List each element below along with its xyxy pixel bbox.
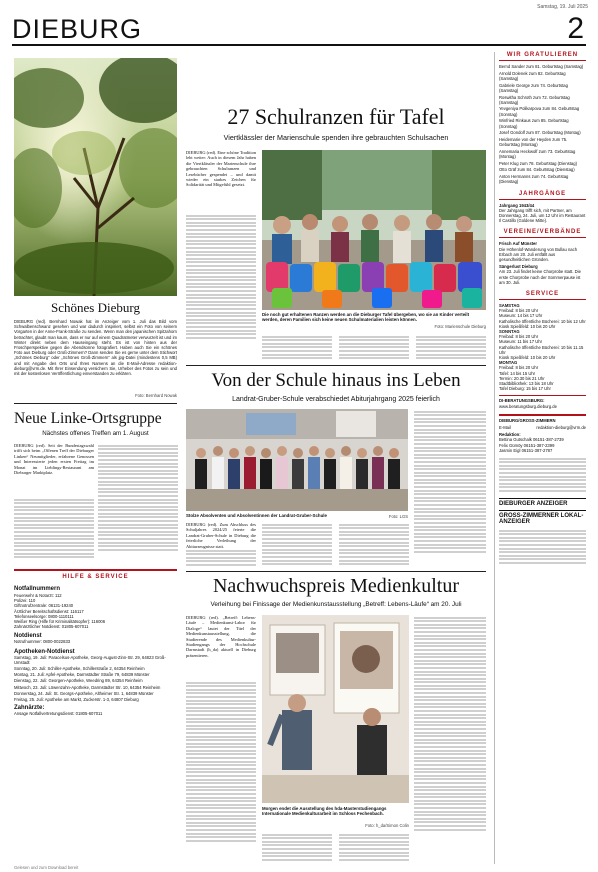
graduates-illustration (186, 409, 408, 511)
apotheken-title: Apotheken-Notdienst (14, 648, 75, 655)
notruf-item: Polizei: 110 (14, 598, 36, 604)
service-item: Kiosk Spießfeld: 10 bis 20 Uhr (499, 355, 556, 361)
impressum-staff (499, 437, 586, 453)
section-title: DIEBURG (12, 14, 143, 44)
birthday-item: Annemaria Heckwolf zum 73. Geburtstag (Montag) (499, 148, 576, 160)
service-item: Freibad: 8 bis 20 Uhr (499, 365, 539, 371)
schulranzen-body-left (186, 213, 256, 353)
footer-note: Gelesen und zum Download bereit (14, 865, 79, 870)
apotheke-item: Montag, 21. Juli: Apfel-Apotheke, Darmstädter Straße 79, 64839 Münster (14, 672, 150, 678)
notruf-list (14, 593, 177, 629)
jahrgaenge-text: Der Jahrgang trifft sich, mit Partner, am Donnerstag, 24. Juli, um 12 Uhr im Restaurant Il Castillo (Goldene Mitte). (499, 207, 586, 224)
schulranzen-subheadline: Viertklässler der Marienschule spenden ihre gebrauchten Schulsachen (223, 133, 449, 142)
gz-details (499, 528, 586, 568)
birthday-item: Bernd Sander zum 81. Geburtstag (Samstag) (499, 64, 584, 69)
impressum-email[interactable]: redaktion-dieburg@vrm.de (536, 425, 586, 431)
birthday-item: Anton Hermanns zum 74. Geburtstag (Dienstag) (499, 174, 569, 185)
schulranzen-body-col3 (339, 334, 409, 362)
impressum-details (499, 456, 586, 496)
jahrgaenge-title: JAHRGÄNGE (499, 191, 586, 200)
birthday-item: Roswitha Schroth zum 72. Geburtstag (Samstag) (499, 94, 570, 105)
zahnarzt-text: Ansage Notfallvertretungsdienst: 01805-607011 (14, 711, 103, 717)
exhibition-photo-credit: Foto: h_da/Simon Colin (365, 823, 409, 828)
service-item: Tafel: 14 bis 15 Uhr (499, 370, 536, 376)
zahnarzt-title: Zahnärzte: (14, 705, 45, 712)
gz-title: GROSS-ZIMMERNER LOKAL-ANZEIGER (499, 510, 586, 525)
apotheke-item: Sonntag, 20. Juli: Schiller-Apotheke, Schillerstraße 2, 64354 Reinheim (14, 666, 145, 672)
schule-body-col4 (414, 409, 486, 568)
schulranzen-lead: DIEBURG (red). Eine schöne Tradition lebt weiter: Auch in diesem Jahr haben die Viertklässler der Marienschule ihre gebrauchten Schulranzen und Lesebücher gespendet – und damit wieder ein starkes Zeichen für Solidarität und Mitgefühl gesetzt. (186, 150, 256, 188)
service-item: Museum: 14 bis 17 Uhr (499, 313, 543, 319)
schulranzen-photo-credit: Foto: Marienschule Dieburg (434, 324, 486, 329)
ortsgruppe-body-text-right (98, 443, 178, 563)
service-item: Kiosk Spießfeld: 10 bis 20 Uhr (499, 323, 556, 329)
service-item: Stadtbibliothek: 13 bis 18 Uhr (499, 381, 554, 387)
vereine-head-1: Frisch Auf Münster (499, 241, 538, 247)
schule-headline: Von der Schule hinaus ins Leben (211, 370, 461, 391)
ortsgruppe-subheadline: Nächstes offenes Treffen am 1. August (42, 430, 149, 437)
vereine-title: VEREINE/VERBÄNDE (499, 229, 586, 238)
service-item: Katholische öffentliche Bücherei: 10 bis 11.15 Uhr (499, 344, 584, 355)
service-item: SONNTAG (499, 329, 520, 335)
anzeiger-title: DIEBURGER ANZEIGER (499, 498, 586, 507)
graduation-photo-caption: Stolze Absolventen und Absolventinnen der Landrat-Gruber-Schule (186, 513, 327, 518)
service-list (499, 308, 586, 391)
service-item: Freibad: 8 bis 20 Uhr (499, 308, 539, 314)
schulranzen-body-col4 (416, 334, 486, 362)
beratung-link[interactable]: www.beratungsburg.dieburg.de (499, 403, 557, 409)
birthday-item: Gabriele George zum 74. Geburtstag (Samstag) (499, 82, 568, 93)
birthday-item: Peter Klug zum 78. Geburtstag (Dienstag) (499, 160, 577, 166)
apotheke-item: Donnerstag, 24. Juli: St. Georgs-Apotheke, Altheimer Str. 1, 64839 Münster (14, 690, 154, 696)
exhibition-illustration (262, 615, 409, 803)
page-number: 2 (567, 12, 584, 45)
schulranzen-photo-caption: Die noch gut erhaltenen Ranzen werden an die Dieburger Tafel übergeben, wo sie an Kinder verteilt werden, deren Familien sich keine neuen Schulmaterialien leisten können. (262, 312, 470, 323)
notruf-item: Zahnärztlicher Notdienst: 01805-607011 (14, 624, 89, 630)
notruf-title: Notfallnummern (14, 586, 61, 592)
divider (186, 571, 486, 572)
notruf-item: Weißer Ring (Hilfe für Kriminalitätsopfer): 116006 (14, 619, 106, 625)
impressum-email-label: E-Mail (499, 425, 511, 431)
schulranzen-body-col2 (262, 334, 332, 362)
right-sidebar (494, 52, 586, 864)
impressum-email-row (499, 425, 586, 430)
medienkultur-body-col2 (262, 832, 332, 863)
birthday-item: Yevgeniya Polikarpova zum 84. Geburtstag (Sonntag) (499, 106, 580, 117)
divider (14, 403, 177, 404)
notruf-item: Giftnotrufzentrale: 06131-19240 (14, 603, 74, 609)
service-item: Freibad: 8 bis 20 Uhr (499, 334, 539, 340)
notdienst-title: Notdienst (14, 633, 42, 640)
staff-item: Jasmin Eigl 06151-387-2787 (499, 447, 553, 453)
help-service-box (14, 569, 177, 863)
notdienst-number: Notrufnummer: 0800-0022833 (14, 639, 71, 645)
apotheke-item: Freitag, 25. Juli: Apotheke am Markt, Zuckerstr. 1-3, 64807 Dieburg (14, 697, 139, 703)
help-service-title: HILFE & SERVICE (62, 574, 129, 580)
masthead (12, 14, 586, 46)
photo-feature-credit: Foto: Bernhard Nowak (135, 393, 177, 398)
medienkultur-body-col1 (186, 680, 256, 863)
service-title: SERVICE (499, 291, 586, 300)
apotheke-item: Dienstag, 22. Juli: Georgen-Apotheke, Weedring 89, 64354 Reinheim (14, 678, 143, 684)
medienkultur-body-col3 (339, 832, 409, 863)
exhibition-photo (262, 615, 409, 803)
schule-body-col3 (339, 522, 409, 568)
maple-tree-illustration (14, 58, 177, 296)
notruf-item: Telefonseelsorge: 0800-1110111 (14, 613, 74, 619)
service-item: MONTAG (499, 360, 518, 366)
birthday-item: Josef Gondolf zum 87. Geburtstag (Montag) (499, 130, 581, 136)
graduation-photo-credit: Foto: LGS (388, 514, 408, 519)
impressum-title: DIEBURG/GROSS-ZIMMERN (499, 414, 586, 423)
birthday-item: Arnold Dolenek zum 82. Geburtstag (Samstag) (499, 70, 566, 81)
ortsgruppe-headline: Neue Linke-Ortsgruppe (14, 410, 162, 427)
impressum-redaktion-label: Redaktion: (499, 432, 521, 438)
jahrgaenge-head: Jahrgang 1943/44 (499, 202, 535, 208)
gratulieren-list (499, 64, 586, 185)
forest-photo (14, 58, 177, 296)
schule-subheadline: Landrat-Gruber-Schule verabschiedet Abiturjahrgang 2025 feierlich (232, 396, 440, 403)
schulranzen-photo (262, 150, 486, 310)
service-day: SAMSTAG (499, 303, 520, 308)
apotheken-list (14, 655, 177, 703)
ortsgruppe-body-text-left (14, 497, 94, 563)
ortsgruppe-lead: DIEBURG (red). Seit der Bundestagswahl trifft sich beim „Offenen Treff der Dieburger Linken“ Neumitglieder, erfahrene Genossen und Interessierte jeden ersten Freitag im Monat im Lieblings-Restaurant am Dieburger Marktplatz. (14, 443, 94, 476)
vereine-text-1: Die Höhenlof-Wanderung von Bullau nach Erbach am 20. Juli entfällt aus gesundheitlichen Gründen. (499, 246, 578, 262)
backpacks-illustration (262, 150, 486, 310)
staff-item: Felix Gümöy 06151-387-2399 (499, 442, 555, 448)
birthday-item: Winfried Rinkaus zum 85. Geburtstag (Sonntag) (499, 118, 569, 129)
exhibition-photo-caption: Morgen endet die Ausstellung des hda-Masterstudiengangs Internationale Medienkulturarbeit im Schloss Fechenbach. (262, 806, 387, 817)
vereine-head-2: Sängerlust Dieburg (499, 264, 538, 270)
apotheke-item: Mittwoch, 23. Juli: Löwenzahn-Apotheke, Darmstädter Str. 10, 64354 Reinheim (14, 684, 161, 690)
medienkultur-headline: Nachwuchspreis Medienkultur (212, 575, 460, 597)
issue-date: Samstag, 19. Juli 2025 (537, 4, 588, 10)
birthday-item: Heidemarie von der Heyden zum 75. Geburtstag (Montag) (499, 136, 568, 148)
medienkultur-body-col4 (414, 615, 486, 863)
photo-feature-title: Schönes Dieburg (51, 300, 140, 315)
notruf-item: Feuerwehr & Notarzt: 112 (14, 593, 62, 598)
staff-item: Bettina Gutschalk 06151-387-2739 (499, 437, 564, 443)
medienkultur-lead: DIEBURG (red). „Betreff: Lebens-Läufe – Medienkunst-Labor für Dialoge“ lautet der Titel der Medienkunstausstellung, die Studierende des Medienkultur-Studiengangs der Hochschule Darmstadt (h_da) aktuell in Dieburg präsentieren. (186, 615, 256, 658)
schule-lead: DIEBURG (red). Zum Abschluss des Schuljahres 2024/25 feierte die Landrat-Gruber-Schule in Dieburg die feierliche Verleihung der Abiturzeugnisse statt. (186, 522, 256, 549)
gratulieren-title: WIR GRATULIEREN (499, 52, 586, 61)
apotheke-item: Samstag, 19. Juli: Paracelsus-Apotheke, Georg-August-Zinn-Str. 29, 64823 Groß-Umstadt (14, 654, 166, 665)
notruf-item: Ärztlicher Bereitschaftsdienst: 116117 (14, 608, 84, 614)
vereine-text-2: Am 23. Juli findet keine Chorprobe statt. Die erste Chorprobe nach der Sommerpause ist am 30. Juli. (499, 269, 581, 285)
divider (186, 365, 486, 366)
medienkultur-subheadline: Verleihung bei Finissage der Medienkunstausstellung „Betreff: Lebens-Läufe“ am 20. Juli (210, 601, 462, 608)
graduation-photo (186, 409, 408, 511)
service-item: Termin: 20.30 bis 21 Uhr (499, 375, 545, 381)
schule-body-col1 (186, 548, 256, 568)
schule-body-col2 (262, 522, 332, 568)
schulranzen-headline: 27 Schulranzen für Tafel (227, 104, 445, 129)
beratung-title: DI-BERATUNGSBURG: (499, 395, 586, 403)
photo-feature-text: DIEBURG (red). Bernhard Nowak hat im Anzeiger vom 1. Juli das Bild vom Schwalbenschwanz gesehen und war dadurch inspiriert, selbst ein Foto von seinem Vorgarten in der Anne-Frank-Straße zu senden. Wenn man den japanischen Spitzahorn betrachtet, glaubt man kaum, dass er nur auf einem Quadratmeter verwurzelt ist und im Winter direkt neben dem Hauseingang steht. Es ist von hinten aus der Froschperspektive gegen die Abendsonne fotografiert. Haben auch Sie ein schönes Foto aus Dieburg oder Groß-Zimmern? Dann senden Sie es gerne unter dem Stichwort „Schönes Dieburg“ oder „Schönes Groß-Zimmern“ als jpg-Datei (mindestens 0,5 MB) und mit Angabe des Orts und Ihres Namens an die E-Mail-Adresse redaktion-dieburg@vrm.de. Mit Ihrer Einsendung versichern Sie, Urheber des Fotos zu sein und mit der kostenlosen Veröffentlichung einverstanden zu erklären. (14, 319, 177, 377)
service-item: Katholische öffentliche Bücherei: 10 bis 12 Uhr (499, 318, 586, 324)
service-item: Museum: 11 bis 17 Uhr (499, 339, 542, 345)
birthday-item: Otto Gräf zum 84. Geburtstag (Dienstag) (499, 167, 575, 173)
service-item: Tafel Dieburg: 15 bis 17 Uhr (499, 386, 551, 392)
